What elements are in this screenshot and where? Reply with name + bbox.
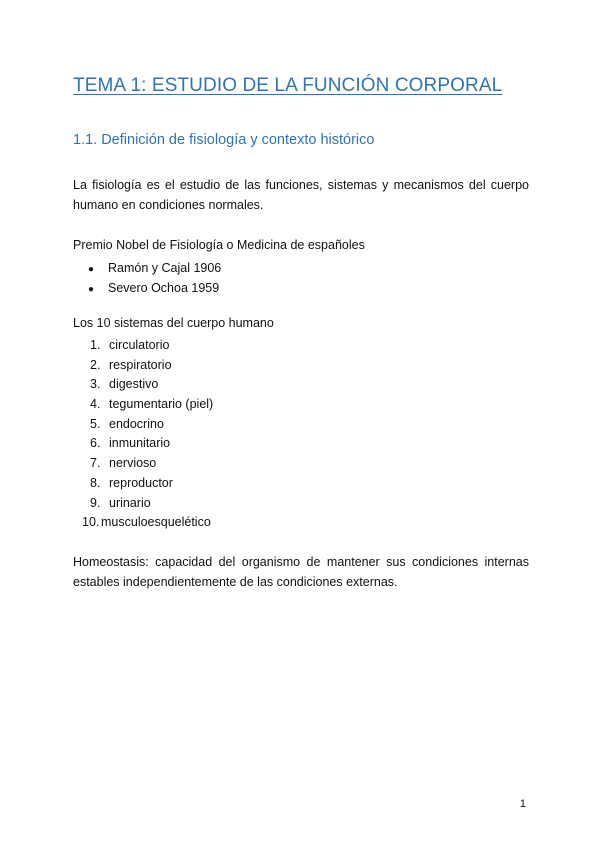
list-item-text: musculoesquelético — [101, 515, 211, 530]
list-item-text: Severo Ochoa 1959 — [108, 281, 220, 295]
homeostasis-paragraph: Homeostasis: capacidad del organismo de mantener sus condiciones internas estables independientemente de las condiciones externas. — [73, 555, 529, 589]
list-number: 3. — [90, 377, 101, 392]
list-item-text: endocrino — [109, 416, 164, 431]
bullet-icon: ● — [88, 284, 95, 295]
bullet-icon: ● — [88, 264, 95, 275]
page-number: 1 — [519, 798, 526, 810]
list-number: 6. — [90, 436, 101, 451]
list-item — [90, 336, 213, 356]
list-number: 1. — [90, 338, 101, 352]
list-number: 2. — [90, 357, 101, 372]
list-number: 9. — [90, 495, 101, 510]
list-item — [90, 395, 213, 415]
systems-list — [82, 336, 214, 533]
list-item — [90, 375, 213, 395]
list-item-text: tegumentario (piel) — [109, 397, 214, 412]
list-item-text: respiratorio — [109, 357, 172, 372]
list-item-text: urinario — [109, 495, 151, 510]
list-number: 4. — [90, 397, 101, 412]
intro-paragraph: La fisiología es el estudio de las funciones, sistemas y mecanismos del cuerpo humano en condiciones normales. — [73, 178, 529, 212]
nobel-list — [88, 258, 221, 298]
list-item — [90, 356, 213, 376]
list-item-text: reproductor — [109, 475, 173, 490]
nobel-heading: Premio Nobel de Fisiología o Medicina de españoles — [73, 238, 365, 252]
list-item — [88, 258, 221, 278]
list-number: 10. — [82, 515, 100, 530]
list-item — [90, 454, 213, 474]
list-item — [88, 278, 221, 298]
list-item-text: Ramón y Cajal 1906 — [108, 261, 222, 275]
list-number: 7. — [90, 456, 101, 471]
list-item-text: nervioso — [109, 456, 157, 471]
list-item — [90, 415, 213, 435]
list-item — [90, 494, 213, 514]
list-number: 8. — [90, 475, 101, 490]
list-item — [90, 434, 213, 454]
document-title: TEMA 1: ESTUDIO DE LA FUNCIÓN CORPORAL — [73, 75, 503, 96]
list-number: 5. — [90, 416, 101, 431]
list-item-text: inmunitario — [109, 436, 171, 451]
list-item-text: digestivo — [109, 377, 159, 392]
section-heading: 1.1. Definición de fisiología y contexto histórico — [73, 132, 375, 148]
list-item — [82, 513, 213, 533]
list-item — [90, 474, 213, 494]
systems-heading: Los 10 sistemas del cuerpo humano — [73, 316, 274, 330]
list-item-text: circulatorio — [109, 338, 170, 352]
